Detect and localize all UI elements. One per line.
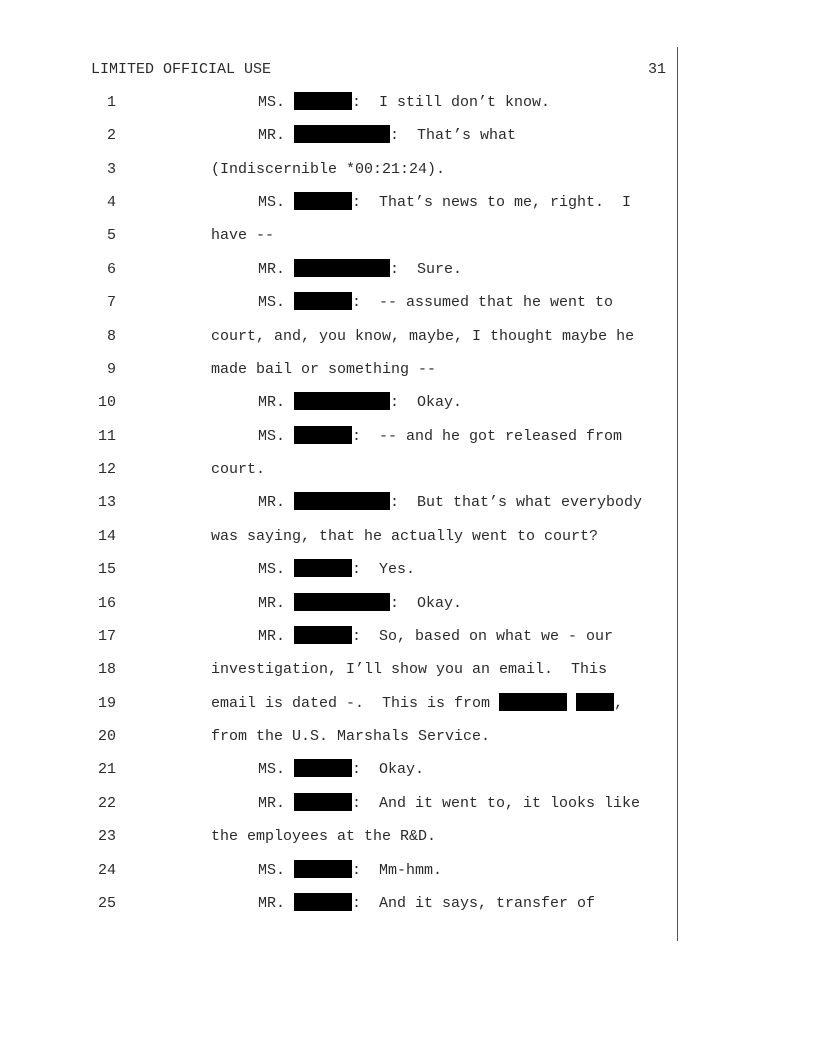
line-number: 4 <box>106 194 116 212</box>
redaction-box <box>294 860 352 878</box>
transcript-line <box>0 392 816 414</box>
line-text-segment: : Okay. <box>390 594 463 612</box>
transcript-line <box>0 626 816 648</box>
redaction-box <box>294 559 352 577</box>
transcript-line <box>0 826 816 848</box>
line-text <box>211 693 623 715</box>
transcript-line <box>0 759 816 781</box>
line-text-segment: email is dated -. This is from <box>211 694 500 712</box>
line-text-segment: from the U.S. Marshals Service. <box>211 728 491 746</box>
line-text-segment: MR. <box>258 894 295 912</box>
transcript-line <box>0 860 816 882</box>
redaction-box <box>294 893 352 911</box>
transcript-line <box>0 225 816 247</box>
line-text-segment: : But that’s what everybody <box>390 494 643 512</box>
transcript-line <box>0 292 816 314</box>
line-number: 6 <box>106 260 116 278</box>
line-number: 24 <box>97 861 116 879</box>
transcript-line <box>0 192 816 214</box>
redaction-box <box>576 693 614 711</box>
line-text-segment: : Okay. <box>352 761 425 779</box>
line-text-segment: court, and, you know, maybe, I thought maybe he <box>211 327 635 345</box>
redaction-box <box>294 192 352 210</box>
line-number: 12 <box>97 461 116 479</box>
transcript-line <box>0 559 816 581</box>
transcript-line <box>0 659 816 681</box>
line-text <box>258 759 424 781</box>
transcript-line <box>0 459 816 481</box>
transcript-line <box>0 893 816 915</box>
line-text-segment: MS. <box>258 761 295 779</box>
line-text <box>211 826 436 848</box>
line-text-segment: court. <box>211 461 266 479</box>
line-text <box>258 192 631 214</box>
line-text <box>211 225 274 247</box>
line-text-segment <box>567 695 576 712</box>
line-number: 25 <box>97 894 116 912</box>
line-text-segment: MS. <box>258 861 295 879</box>
line-text-segment: MR. <box>258 627 295 645</box>
line-text-segment: : Okay. <box>390 394 463 412</box>
line-text <box>258 559 415 581</box>
line-text <box>211 726 490 748</box>
transcript-line <box>0 526 816 548</box>
transcript-line <box>0 359 816 381</box>
line-text-segment: : So, based on what we - our <box>352 627 614 645</box>
line-number: 22 <box>97 794 116 812</box>
transcript-line <box>0 125 816 147</box>
line-text <box>258 392 462 414</box>
line-text <box>258 92 550 114</box>
line-text-segment: , <box>614 694 624 712</box>
line-text-segment: : And it says, transfer of <box>352 894 596 912</box>
line-number: 14 <box>97 527 116 545</box>
line-number: 7 <box>106 294 116 312</box>
line-text-segment: made bail or something -- <box>211 360 437 378</box>
line-text <box>258 292 613 314</box>
line-text-segment: : And it went to, it looks like <box>352 794 641 812</box>
line-number: 3 <box>106 160 116 178</box>
line-text-segment: MR. <box>258 127 295 145</box>
line-text <box>258 593 462 615</box>
transcript-line <box>0 726 816 748</box>
redaction-box <box>294 125 390 143</box>
line-number: 9 <box>106 360 116 378</box>
line-text <box>211 659 607 681</box>
line-text-segment: MS. <box>258 194 295 212</box>
line-text <box>211 326 634 348</box>
line-number: 5 <box>106 227 116 245</box>
line-text-segment: MR. <box>258 394 295 412</box>
line-text-segment: : That’s what <box>390 127 517 145</box>
line-text <box>258 893 595 915</box>
line-text-segment: (Indiscernible *00:21:24). <box>211 160 446 178</box>
line-text-segment: : -- and he got released from <box>352 427 623 445</box>
line-text <box>211 359 436 381</box>
redaction-box <box>499 693 567 711</box>
line-text-segment: MR. <box>258 260 295 278</box>
redaction-box <box>294 793 352 811</box>
line-number: 1 <box>106 94 116 111</box>
line-number: 19 <box>97 694 116 712</box>
redaction-box <box>294 593 390 611</box>
line-text-segment: MR. <box>258 794 295 812</box>
transcript-line <box>0 426 816 448</box>
line-text <box>258 426 622 448</box>
line-text <box>258 125 516 147</box>
line-text-segment: : Mm-hmm. <box>352 861 443 879</box>
line-number: 13 <box>97 494 116 512</box>
line-text <box>211 159 445 181</box>
line-number: 20 <box>97 728 116 746</box>
line-number: 21 <box>97 761 116 779</box>
redaction-box <box>294 626 352 644</box>
redaction-box <box>294 259 390 277</box>
transcript-line <box>0 793 816 815</box>
redaction-box <box>294 492 390 510</box>
line-number: 15 <box>97 561 116 579</box>
line-text <box>258 626 613 648</box>
line-text <box>258 259 462 281</box>
line-text <box>211 459 265 481</box>
line-text-segment: : I still don’t know. <box>352 94 551 111</box>
line-number: 10 <box>97 394 116 412</box>
line-text <box>258 793 640 815</box>
line-text-segment: : That’s news to me, right. I <box>352 194 632 212</box>
redaction-box <box>294 426 352 444</box>
line-text-segment: the employees at the R&D. <box>211 828 437 846</box>
page-number: 31 <box>648 61 667 78</box>
line-text-segment: : Yes. <box>352 561 416 579</box>
transcript-line <box>0 693 816 715</box>
redaction-box <box>294 392 390 410</box>
line-text-segment: MR. <box>258 494 295 512</box>
line-text-segment: have -- <box>211 227 275 245</box>
line-text <box>211 526 598 548</box>
line-number: 16 <box>97 594 116 612</box>
transcript-line <box>0 259 816 281</box>
redaction-box <box>294 92 352 110</box>
transcript-line <box>0 593 816 615</box>
line-number: 17 <box>97 627 116 645</box>
line-text-segment: investigation, I’ll show you an email. This <box>211 661 608 679</box>
line-text <box>258 860 442 882</box>
transcript-line <box>0 326 816 348</box>
line-text-segment: MS. <box>258 294 295 312</box>
line-number: 11 <box>97 427 116 445</box>
line-text-segment: MS. <box>258 94 295 111</box>
line-text-segment: : -- assumed that he went to <box>352 294 614 312</box>
transcript-line <box>0 492 816 514</box>
transcript-line <box>0 159 816 181</box>
line-text-segment: MS. <box>258 561 295 579</box>
page-header-classification: LIMITED OFFICIAL USE <box>91 61 272 78</box>
line-number: 8 <box>106 327 116 345</box>
line-text-segment: MS. <box>258 427 295 445</box>
redaction-box <box>294 292 352 310</box>
line-text-segment: MR. <box>258 594 295 612</box>
line-number: 23 <box>97 828 116 846</box>
line-number: 18 <box>97 661 116 679</box>
line-number: 2 <box>106 127 116 145</box>
line-text-segment: was saying, that he actually went to court? <box>211 527 599 545</box>
transcript-line <box>0 92 816 114</box>
line-text-segment: : Sure. <box>390 260 463 278</box>
line-text <box>258 492 642 514</box>
redaction-box <box>294 759 352 777</box>
